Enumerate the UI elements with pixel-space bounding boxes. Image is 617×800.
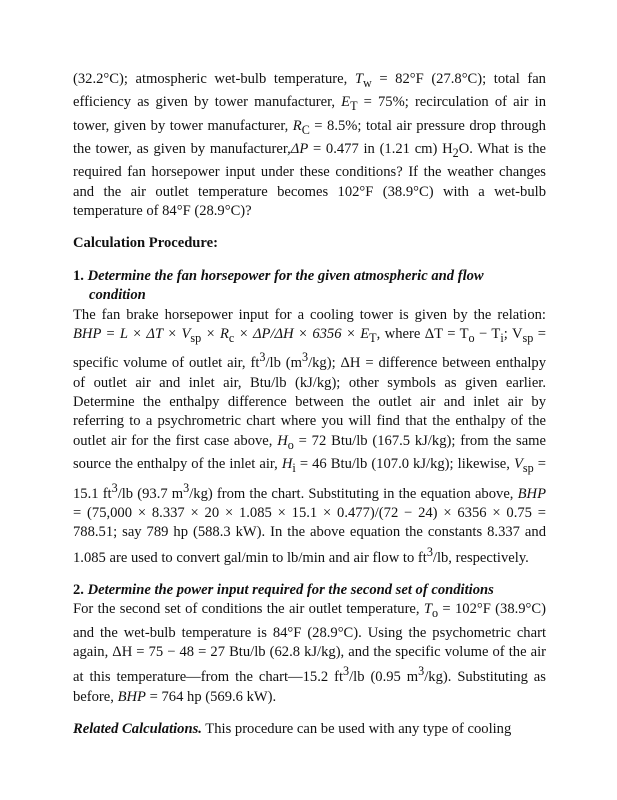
text: = 72 Btu/lb (167.5 kJ/kg); from the same source the enthalpy of the inlet air, — [73, 432, 547, 473]
text: − T — [474, 326, 501, 343]
step1-title-cont — [73, 286, 546, 305]
subscript: sp — [522, 331, 534, 345]
superscript: 3 — [183, 480, 190, 495]
subscript: w — [362, 75, 372, 90]
text: ; V — [503, 326, 523, 343]
subscript: 2 — [452, 145, 459, 160]
symbol: H — [277, 432, 288, 449]
text: = 764 hp (569.6 kW). — [145, 688, 277, 705]
related-calculations — [73, 720, 546, 739]
superscript: 3 — [111, 480, 118, 495]
text: /lb (m — [265, 355, 302, 372]
text: For the second set of conditions the air outlet temperature, — [73, 601, 424, 618]
text: = 8.5%; total air pressure drop through the tower, as given by manufacturer, — [73, 117, 546, 157]
text: /kg) from the chart. Substituting in the equation above, — [189, 485, 518, 502]
step1-body — [73, 306, 546, 568]
step-number: 2. — [73, 581, 88, 598]
subscript: o — [432, 606, 439, 621]
symbol: E — [341, 94, 351, 111]
superscript: 3 — [259, 350, 266, 365]
text: = 46 Btu/lb (107.0 kJ/kg); likewise, — [295, 456, 514, 473]
subscript: sp — [190, 331, 202, 345]
section-heading: Calculation Procedure: — [73, 235, 218, 252]
superscript: 3 — [343, 664, 350, 679]
text: /lb (93.7 m — [117, 485, 184, 502]
symbol: ΔP — [290, 140, 309, 157]
step2-body — [73, 600, 546, 707]
symbol: V — [513, 456, 523, 473]
superscript: 3 — [418, 664, 425, 679]
step1-title — [73, 267, 546, 286]
text: , where ΔT = T — [376, 326, 469, 343]
subscript: c — [228, 331, 235, 345]
text: = 0.477 in (1.21 cm) H — [308, 140, 453, 157]
subscript: o — [287, 437, 294, 452]
text: = (75,000 × 8.337 × 20 × 1.085 × 15.1 × 0.477)/(72 − 24) × 6356 × 0.75 = 788.51; say 789 hp (588.3 kW). In the above equation the constants 8.337 and 1.085 are used to convert gal/min to lb/min and air flow to ft — [73, 504, 546, 566]
subscript: i — [292, 461, 296, 476]
symbol: BHP — [117, 688, 146, 705]
related-label: Related Calculations. — [73, 721, 202, 738]
subscript: T — [350, 99, 358, 114]
symbol: H — [281, 456, 293, 473]
subscript: sp — [522, 461, 534, 476]
formula: × R — [201, 326, 229, 343]
superscript: 3 — [301, 350, 309, 365]
subscript: C — [301, 122, 310, 137]
document-page — [73, 70, 546, 739]
step-title-text: Determine the power input required for the second set of conditions — [87, 581, 494, 598]
subscript: o — [468, 331, 475, 345]
text: = 75%; recirculation of air in tower, given by tower manufacturer, — [73, 94, 546, 134]
step2-title — [73, 581, 546, 600]
formula: × ΔP/ΔH × 6356 × E — [234, 326, 370, 343]
text: /lb (0.95 m — [349, 669, 419, 686]
step-number: 1. — [73, 267, 88, 284]
text: = 82°F (27.8°C); total fan efficiency as given by tower manufacturer, — [73, 71, 546, 111]
symbol: T — [354, 71, 363, 87]
step-title-text: condition — [89, 287, 146, 304]
subscript: i — [500, 331, 504, 345]
subscript: T — [369, 331, 377, 345]
text: The fan brake horsepower input for a cooling tower is given by the relation: — [73, 306, 546, 323]
formula: BHP = L × ΔT × V — [73, 326, 191, 343]
text: /lb, respectively. — [432, 549, 529, 566]
text: /kg). Substituting as before, — [73, 669, 546, 705]
text: = 15.1 ft — [73, 456, 546, 502]
text: O. What is the required fan horsepower input under these conditions? If the weather changes and the air outlet temperature becomes 102°F (38.9°C) with a wet-bulb temperature of 84°F (28.9°C)? — [73, 140, 546, 220]
text: (32.2°C); atmospheric wet-bulb temperature, — [73, 71, 355, 87]
text: = 102°F (38.9°C) and the wet-bulb temperature is 84°F (28.9°C). Using the psychometric chart again, ΔH = 75 − 48 = 27 Btu/lb (62.8 kJ/kg), and the specific volume of the air at this temperature—from the chart—15.2 ft — [73, 601, 546, 686]
superscript: 3 — [426, 544, 433, 559]
step-title-text: Determine the fan horsepower for the given atmospheric and flow — [87, 267, 484, 284]
text: /kg); ΔH = difference between enthalpy of outlet air and inlet air, Btu/lb (kJ/kg); other symbols as given earlier. Determine the enthalpy difference between the outlet air and inlet air by referring to a psychrometric chart where you will find that the enthalpy of the outlet air for the first case above, — [73, 355, 546, 449]
symbol: BHP — [517, 485, 546, 502]
symbol: T — [423, 601, 433, 618]
text: This procedure can be used with any type of cooling — [201, 721, 512, 738]
intro-paragraph — [73, 70, 546, 221]
text: = specific volume of outlet air, ft — [73, 326, 546, 372]
symbol: R — [292, 117, 302, 134]
